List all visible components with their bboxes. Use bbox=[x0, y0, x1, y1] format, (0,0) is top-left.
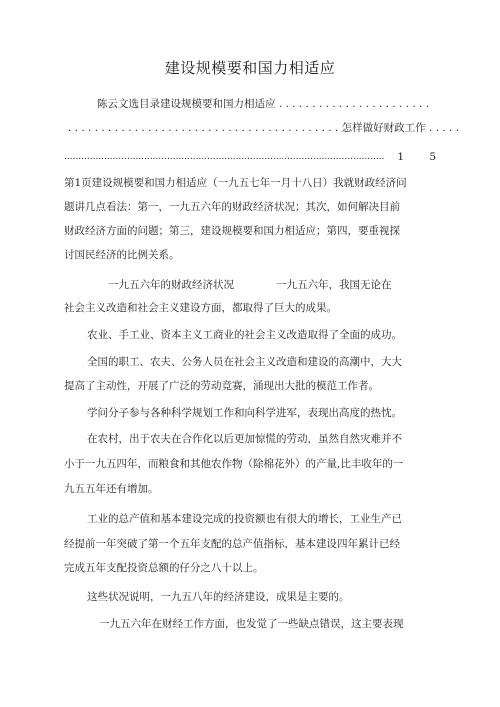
toc-line-2: . . . . . . . . . . . . . . . . . . . . . . . . . . . . . . . . . . . . . . . . . 怎样做好财政工作 . . . . . bbox=[68, 122, 460, 134]
toc-line-1: 陈云文选目录建设规模要和国力相适应 . . . . . . . . . . . . . . . . . . . . . . . bbox=[97, 98, 430, 110]
toc-leader-dots: ................................................................................................................ bbox=[64, 152, 385, 162]
paragraph-line: 第1页建设规模要和国力相适应（一九五七年一月十八日）我就财政经济问 bbox=[64, 177, 407, 189]
paragraph-line: 一九五六年的财政经济状况 一九五六年，我国无论在 bbox=[108, 279, 392, 291]
toc-number: 5 bbox=[429, 151, 437, 163]
toc-line-3 bbox=[64, 150, 436, 164]
paragraph-line: 工业的总产值和基本建设完成的投资额也有很大的增长，工业生产已 bbox=[87, 513, 402, 525]
paragraph-line: 学问分子参与各种科学规划工作和向科学进军，表现出高度的热忱。 bbox=[87, 407, 402, 419]
paragraph-line: 经提前一年突破了第一个五年支配的总产值指标，基本建设四年累计已经 bbox=[64, 538, 400, 550]
paragraph-line: 在农村，出于农夫在合作化以后更加惊慌的劳动，虽然自然灾难并不 bbox=[87, 433, 402, 445]
paragraph-line: 一九五六年在财经工作方面，也发觉了一些缺点错误，这主要表现 bbox=[99, 618, 404, 630]
paragraph-line: 提高了主动性，开展了广泛的劳动竞赛，涌现出大批的模范工作者。 bbox=[64, 380, 379, 392]
document-title: 建设规模要和国力相适应 bbox=[164, 59, 336, 77]
toc-page-number: 1 bbox=[397, 151, 405, 163]
paragraph-line: 社会主义改造和社会主义建设方面，都取得了巨大的成果。 bbox=[64, 302, 337, 314]
paragraph-line: 农业、手工业、资本主义工商业的社会主义改造取得了全面的成功。 bbox=[87, 329, 402, 341]
paragraph-line: 完成五年支配投资总额的仔分之八十以上。 bbox=[64, 562, 264, 574]
paragraph-line: 财政经济方面的问题；第三，建设规模要和国力相适应；第四，要重视探 bbox=[64, 225, 400, 237]
paragraph-line: 这些状况说明，一九五八年的经济建设，成果是主要的。 bbox=[87, 591, 350, 603]
paragraph-line: 讨国民经济的比例关系。 bbox=[64, 249, 180, 261]
paragraph-line: 题讲几点看法：第一，一九五六年的财政经济状况；其次，如何解决目前 bbox=[64, 201, 400, 213]
paragraph-line: 全国的职工、农夫、公务人员在社会主义改造和建设的高潮中，大大 bbox=[87, 356, 402, 368]
paragraph-line: 小于一九五四年，而粮食和其他农作物（除棉花外）的产量,比丰收年的一 bbox=[64, 458, 404, 470]
paragraph-line: 九五五年还有增加。 bbox=[64, 483, 159, 495]
